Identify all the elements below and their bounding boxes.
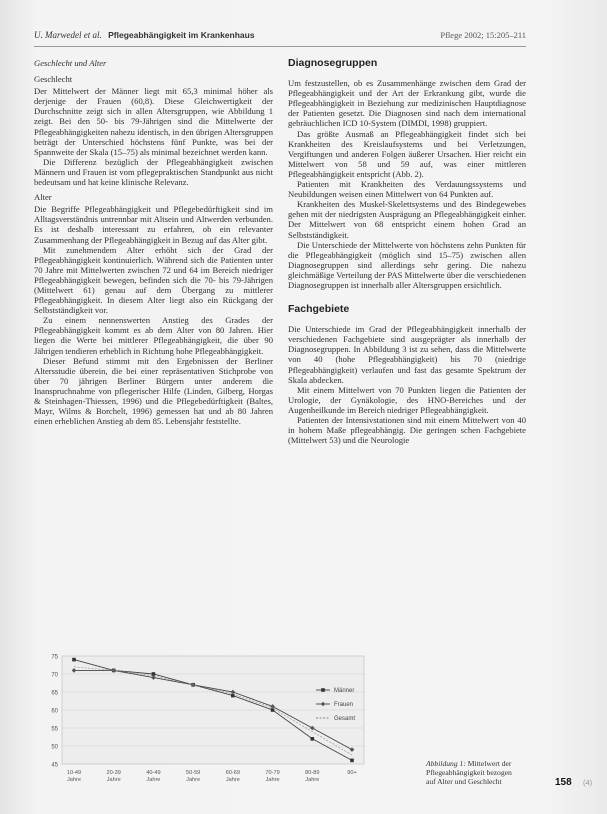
running-head xyxy=(34,30,526,44)
left-column xyxy=(34,58,273,426)
running-head-title: Pflegeabhängigkeit im Krankenhaus xyxy=(108,30,255,40)
paragraph: Die Unterschiede der Mittelwerte von höchstens zehn Punkten für die Pflegeabhängigkeit (möglich sind 15–75) zwischen allen Diagnosegruppen sind allerdings sehr gering. Die nahezu gleichmäßige Verteilung der PAS Mittelwerte über die verschiedenen Diagnosegruppen ist innerhalb aller Altersgruppen ersichtlich. xyxy=(288,239,526,290)
paragraph: Die Differenz bezüglich der Pflegeabhängigkeit zwischen Männern und Frauen ist vom pflegepraktischen Standpunkt aus nicht bedeutsam und hat keine klinische Relevanz. xyxy=(34,156,273,188)
x-tick-label: Jahre xyxy=(106,777,121,783)
section-subheading: Geschlecht und Alter xyxy=(34,58,107,68)
y-tick-label: 60 xyxy=(51,708,58,715)
caption-text: Mittelwert der Pflegeabhängigkeit bezogen auf Alter und Geschlecht xyxy=(426,759,512,786)
subheading-geschlecht: Geschlecht xyxy=(34,74,73,85)
y-tick-label: 70 xyxy=(51,672,58,679)
x-tick-label: 40-49 xyxy=(146,770,161,776)
y-tick-label: 55 xyxy=(51,726,58,733)
x-tick-label: 10-49 xyxy=(66,770,82,776)
right-column xyxy=(288,58,526,445)
y-tick-label: 75 xyxy=(51,654,58,661)
heading-diagnosegruppen: Diagnosegruppen xyxy=(288,57,378,69)
paragraph: Patienten mit Krankheiten des Verdauungssystems und Neubildungen weisen einen Mittelwert von 64 Punkten auf. xyxy=(288,179,526,200)
subheading-alter: Alter xyxy=(34,192,52,203)
legend-marker xyxy=(321,688,325,692)
page-number: 158 xyxy=(555,777,572,788)
paragraph: Krankheiten des Muskel-Skelettsystems und des Bindegewebes gehen mit der niedrigsten Ausprägung an Pflegeabhängigkeit einher. Der Mittelwert von 68 entspricht einem hohen Grad an Selbstständigkeit. xyxy=(288,199,526,240)
paragraph: Die Begriffe Pflegeabhängigkeit und Pflegebedürftigkeit sind im Alltagsverständnis untrennbar mit Altsein und Altwerden verbunden. Es ist deshalb interessant zu erfahren, ob ein relevanter Zusammenhang der Pflegeabhängigkeit in Bezug auf das Alter gibt. xyxy=(34,204,273,245)
paragraph: Zu einem nennenswerten Anstieg des Grades der Pflegeabhängigkeit kommt es ab dem Alter von 80 Jahren. Hier liegen die Werte bei mittlerer Pflegeabhängigkeit, die über 90 Jährigen tendieren erheblich in Richtung hohe Pflegeabhängigkeit. xyxy=(34,315,273,356)
paragraph: Mit zunehmendem Alter erhöht sich der Grad der Pflegeabhängigkeit kontinuierlich. Während sich die Patienten unter 70 Jahre mit Mittelwerten zwischen 72 und 64 im Bereich niedriger Pflegeabhängigkeit bewegen, befinden sich die 70- bis 79-Jährigen (Mittelwert 61) genau auf dem Übergang zu mittlerer Pflegeabhängigkeit. In diesem Alter liegt also ein Rückgang der Selbstständigkeit vor. xyxy=(34,244,273,316)
y-tick-label: 45 xyxy=(51,762,58,769)
x-tick-label: 70-79 xyxy=(265,770,280,776)
x-tick-label: Jahre xyxy=(225,777,240,783)
legend-label: Gesamt xyxy=(334,716,356,723)
legend-label: Frauen xyxy=(334,702,354,709)
x-tick-label: 20-39 xyxy=(106,770,121,776)
x-tick-label: Jahre xyxy=(265,777,280,783)
page-margin-mark: (4) xyxy=(583,778,593,787)
paragraph: Mit einem Mittelwert von 70 Punkten liegen die Patienten der Urologie, der Gynäkologie, des HNO-Bereiches und der Augenheilkunde im Bereich niedriger Pflegeabhängigkeit. xyxy=(288,384,526,415)
paragraph: Patienten der Intensivstationen sind mit einem Mittelwert von 40 in hohem Maße pflegeabhängig. Die geringen schen Fachgebiete (Mittelwert 53) und die Neurologie xyxy=(288,415,526,446)
paragraph: Dieser Befund stimmt mit den Ergebnissen der Berliner Altersstudie überein, die bei einer repräsentativen Stichprobe von über 70 jährigen Berliner Bürgern unter anderem die Inanspruchnahme von pflegerischer Hilfe (Linden, Gilberg, Horgas & Steinhagen-Thiessen, 1996) und die Pflegebedürftigkeit (Baltes, Mayr, Wilms & Borchelt, 1996) gemessen hat und ab 80 Jahren einen erheblichen Anstieg ab dem 85. Lebensjahr feststellte. xyxy=(34,355,273,427)
x-tick-label: Jahre xyxy=(146,777,161,783)
paragraph: Das größte Ausmaß an Pflegeabhängigkeit findet sich bei Krankheiten des Kreislaufsystems und bei Verletzungen, Vergiftungen und anderen Folgen äußerer Ursachen. Hier reicht ein Mittelwert von 58 und 59 auf, was einer mittleren Pflegeabhängigkeit entspricht (Abb. 2). xyxy=(288,128,526,179)
x-tick-label: Jahre xyxy=(186,777,201,783)
paragraph: Die Unterschiede im Grad der Pflegeabhängigkeit innerhalb der verschiedenen Fachgebiete sind ausgeprägter als innerhalb der Diagnosegruppen. In Abbildung 3 ist zu sehen, dass die Mittelwerte von 40 (hohe Pflegeabhängigkeit) bis 70 (niedrige Pflegeabhängigkeit) verlaufen und fast das gesamte Spektrum der Skala abdecken. xyxy=(288,324,526,385)
x-tick-label: Jahre xyxy=(305,777,320,783)
x-tick-label: 80-89 xyxy=(305,770,320,776)
y-tick-label: 50 xyxy=(51,744,58,751)
heading-fachgebiete: Fachgebiete xyxy=(288,303,350,316)
paragraph: Der Mittelwert der Männer liegt mit 65,3 minimal höher als derjenige der Frauen (60,8). Diese Gleichwertigkeit der Durchschnitte zeigt sich in allen Altersgruppen, wie Abbildung 1 zeigt. Bei den 50- bis 79-Jährigen sind die Mittelwerte der Pflegeabhängigkeiten nahezu identisch, in den übrigen Altersgruppen beträgt der Unterschied höchstens fünf Punkte, was bei der Spannweite der Skala (15–75) als minimal bezeichnet werden kann. xyxy=(34,86,273,157)
data-point xyxy=(350,759,354,763)
paragraph: Um festzustellen, ob es Zusammenhänge zwischen dem Grad der Pflegeabhängigkeit und der Art der Erkrankung gibt, wurde die Pflegeabhängigkeit in Beziehung zur medizinischen Hauptdiagnose der Patienten gesetzt. Die Diagnosen sind nach dem international gebräuchlichen ICD 10-System (DIMDI, 1998) gruppiert. xyxy=(288,78,526,129)
legend-label: Männer xyxy=(334,688,355,695)
running-head-authors: U. Marwedel et al. xyxy=(34,30,102,40)
data-point xyxy=(271,708,275,712)
x-tick-label: Jahre xyxy=(67,777,81,783)
figure-caption xyxy=(426,760,518,786)
caption-label: Abbildung 1: xyxy=(426,759,466,768)
x-tick-label: 90+ xyxy=(347,770,357,776)
data-point xyxy=(72,658,76,662)
data-point xyxy=(152,672,156,676)
running-head-reference: Pflege 2002; 15:205–211 xyxy=(440,30,526,40)
x-tick-label: 50-59 xyxy=(185,770,201,776)
x-tick-label: 60-69 xyxy=(225,770,241,776)
data-point xyxy=(310,737,314,741)
header-rule xyxy=(34,46,526,47)
y-tick-label: 65 xyxy=(51,690,58,697)
